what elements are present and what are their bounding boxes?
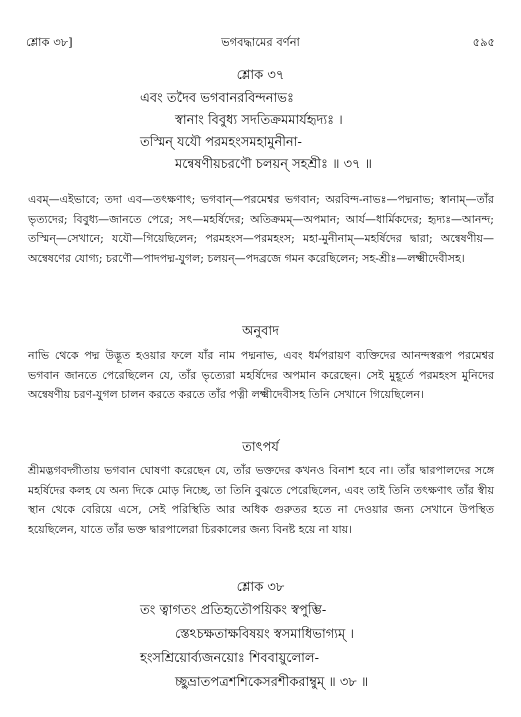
purport-heading: তাৎপর্য (242, 440, 279, 455)
verse-37-line: এবং তদৈব ভগবানরবিন্দনাভঃ (140, 91, 294, 106)
header-verse-ref: শ্লোক ৩৮] (26, 35, 73, 49)
verse-38-line: চ্ছুভ্রাতপত্রশশিকেসরশীকরাম্বুম্ ॥ ৩৮ ॥ (175, 675, 369, 690)
verse-38-line: স্তেঽচক্ষতাক্ষবিষয়ং স্বসমাধিভাগ্যম্ । (175, 627, 355, 642)
synonyms-paragraph: এবম্—এইভাবে; তদা এব—তৎক্ষণাৎ; ভগবান্—পরমেশ্বর ভগবান; অরবিন্দ-নাভঃ—পদ্মনাভ; স্বানাম্—তাঁর ভৃত্যদের; বিবুধ্য—জানতে পেরে; সৎ—মহর্ষিদের; অতিক্রমম্—অপমান; আর্য—ধার্মিকদের; হৃদ্যঃ—আনন্দ; তস্মিন্—সেখানে; যযৌ—গিয়েছিলেন; পরমহংস—পরমহংস; মহা-মুনীনাম্—মহর্ষিদের দ্বারা; অন্বেষণীয়—অন্বেষণের যোগ্য; চরণৌ—পাদপদ্ম-যুগল; চলয়ন্—পদব্রজে গমন করেছিলেন; সহ-শ্রীঃ—লক্ষ্মীদেবীসহ। (28, 193, 494, 265)
verse-37-heading: শ্লোক ৩৭ (236, 68, 285, 83)
running-header (26, 34, 495, 52)
verse-38-heading: শ্লোক ৩৮ (236, 580, 285, 595)
translation-heading: অনুবাদ (242, 324, 279, 339)
verse-37-line: তস্মিন্ যযৌ পরমহংসমহামুনীনা- (140, 135, 302, 150)
translation-paragraph: নাভি থেকে পদ্ম উদ্ভূত হওয়ার ফলে যাঁর নাম পদ্মনাভ, এবং ধর্মপরায়ণ ব্যক্তিদের আনন্দস্বরূপ পরমেশ্বর ভগবান জানতে পেরেছিলেন যে, তাঁর ভৃত্যেরা মহর্ষিদের অপমান করেছেন। সেই মুহূর্তে পরমহংস মুনিদের অন্বেষণীয় চরণ-যুগল চালন করতে করতে তাঁর পত্নী লক্ষ্মীদেবীসহ তিনি সেখানে গিয়েছিলেন। (28, 349, 494, 401)
header-page-number: ৫৯৫ (472, 35, 495, 49)
verse-37-line: মন্বেষণীয়চরণৌ চলয়ন্ সহশ্রীঃ ॥ ৩৭ ॥ (175, 157, 372, 172)
header-chapter-title: ভগবদ্ধামের বর্ণনা (221, 35, 300, 49)
purport-paragraph: শ্রীমদ্ভগবদ্গীতায় ভগবান ঘোষণা করেছেন যে, তাঁর ভক্তদের কখনও বিনাশ হবে না। তাঁর দ্বারপালদের সঙ্গে মহর্ষিদের কলহ যে অন্য দিকে মোড় নিচ্ছে, তা তিনি বুঝতে পেরেছিলেন, এবং তাই তিনি তৎক্ষণাৎ তাঁর স্বীয় স্থান থেকে বেরিয়ে এসে, সেই পরিস্থিতি আর অধিক গুরুতর হতে না দেওয়ার জন্য সেখানে উপস্থিত হয়েছিলেন, যাতে তাঁর ভক্ত দ্বারপালেরা চিরকালের জন্য বিনষ্ট হয়ে না যায়। (28, 464, 494, 536)
verse-37-line: স্বানাং বিবুধ্য সদতিক্রমমার্যহৃদ্যঃ । (175, 113, 343, 128)
verse-38-line: তং ত্বাগতং প্রতিহৃতৌপয়িকং স্বপুম্ভি- (140, 603, 327, 618)
verse-38-line: হংসশ্রিয়োর্ব্যজনয়োঃ শিববায়ুলোল- (140, 651, 320, 666)
